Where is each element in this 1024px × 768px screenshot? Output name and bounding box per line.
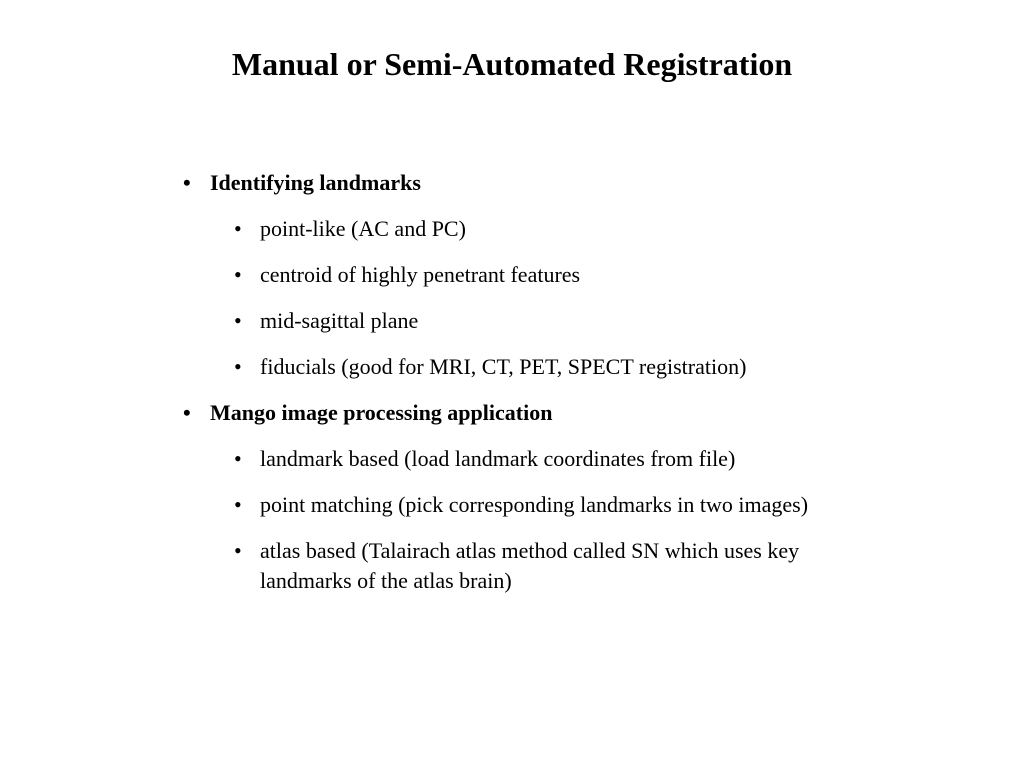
list-item-text: landmark based (load landmark coordinates from file) <box>260 446 736 471</box>
list-item <box>234 260 840 290</box>
section-identifying-landmarks <box>183 168 843 382</box>
bullet-icon: • <box>234 216 242 241</box>
list-item <box>234 490 820 520</box>
bullet-icon: • <box>234 538 242 563</box>
bullet-icon: • <box>183 170 191 195</box>
list-item <box>234 536 820 596</box>
bullet-icon: • <box>234 262 242 287</box>
list-item <box>234 214 840 244</box>
list-item-text: point matching (pick corresponding landmarks in two images) <box>260 492 809 517</box>
bullet-icon: • <box>234 354 242 379</box>
slide-title: Manual or Semi-Automated Registration <box>231 46 793 82</box>
slide-content <box>183 168 843 612</box>
list-item-text: mid-sagittal plane <box>260 308 419 333</box>
bullet-icon: • <box>234 492 242 517</box>
bullet-icon: • <box>183 400 191 425</box>
bullet-icon: • <box>234 308 242 333</box>
bullet-icon: • <box>234 446 242 471</box>
list-item-text: centroid of highly penetrant features <box>260 262 581 287</box>
list-item <box>234 444 840 474</box>
list-item-text: point-like (AC and PC) <box>260 216 466 241</box>
section-mango-application <box>183 398 843 596</box>
section-heading-text: Mango image processing application <box>210 400 553 425</box>
section-heading-text: Identifying landmarks <box>210 170 421 195</box>
section-heading <box>183 398 843 428</box>
section-heading <box>183 168 843 198</box>
list-item-text: fiducials (good for MRI, CT, PET, SPECT registration) <box>260 354 747 379</box>
list-item <box>234 352 840 382</box>
list-item-text: atlas based (Talairach atlas method called SN which uses key landmarks of the atlas brain) <box>260 538 800 593</box>
list-item <box>234 306 840 336</box>
